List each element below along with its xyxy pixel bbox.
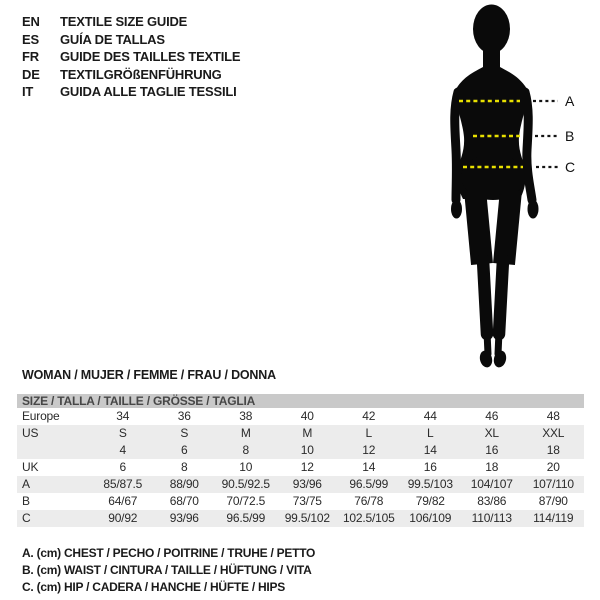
row-label <box>17 442 92 459</box>
marker-label-c: C <box>565 159 576 175</box>
lang-code: IT <box>22 84 34 100</box>
cell: 6 <box>119 460 126 474</box>
cell: 38 <box>239 409 253 423</box>
marker-label-b: B <box>565 128 575 144</box>
legend-chest: A. (cm) CHEST / PECHO / POITRINE / TRUHE / PETTO <box>22 546 316 560</box>
table-row-us-letter <box>17 425 584 442</box>
cell: S <box>180 426 189 440</box>
pointer-lines <box>533 101 558 167</box>
table-row-chest <box>17 476 584 493</box>
cell: 8 <box>242 443 249 457</box>
cell: XL <box>484 426 499 440</box>
marker-labels <box>565 93 575 175</box>
lang-text: TEXTILE SIZE GUIDE <box>60 14 188 29</box>
cell: 96.5/99 <box>226 511 266 525</box>
row-label: US <box>22 426 39 440</box>
woman-silhouette-hands <box>451 200 539 219</box>
row-label: C <box>22 511 31 525</box>
cell: 68/70 <box>169 494 199 508</box>
size-table <box>17 394 584 527</box>
cell: 96.5/99 <box>349 477 389 491</box>
cell: 104/107 <box>470 477 513 491</box>
cell: 99.5/102 <box>284 511 330 525</box>
cell: 114/119 <box>533 511 574 525</box>
cell: L <box>427 426 434 440</box>
cell: M <box>240 426 251 440</box>
table-row-hip <box>17 510 584 527</box>
cell: 48 <box>546 409 560 423</box>
lang-code: ES <box>22 31 39 47</box>
lang-text: GUÍA DE TALLAS <box>60 31 165 47</box>
cell: 4 <box>119 443 126 457</box>
table-header-bar: SIZE / TALLA / TAILLE / GRÖSSE / TAGLIA <box>17 394 584 408</box>
lang-row-es <box>22 31 240 49</box>
cell: 10 <box>300 443 314 457</box>
table-row-waist <box>17 493 584 510</box>
cell: 93/96 <box>292 477 322 491</box>
lang-text: GUIDE DES TAILLES TEXTILE <box>60 49 241 65</box>
legend-waist: B. (cm) WAIST / CINTURA / TAILLE / HÜFTUNG / VITA <box>22 563 312 577</box>
cell: S <box>118 426 127 440</box>
cell: 40 <box>300 409 314 423</box>
cell: 107/110 <box>532 477 574 491</box>
cell: 85/87.5 <box>103 477 143 491</box>
row-label: B <box>22 494 30 508</box>
lang-code: DE <box>22 66 40 82</box>
cell: 16 <box>485 443 499 457</box>
cell: 46 <box>485 409 499 423</box>
lang-row-it <box>22 83 240 101</box>
lang-text: GUIDA ALLE TAGLIE TESSILI <box>60 84 237 100</box>
cell: 70/72.5 <box>226 494 266 508</box>
language-title-block <box>22 13 240 101</box>
cell: 16 <box>423 460 437 474</box>
table-row-uk <box>17 459 584 476</box>
lang-code: FR <box>22 49 39 65</box>
cell: 18 <box>546 443 560 457</box>
cell: 8 <box>181 460 188 474</box>
cell: 76/78 <box>354 494 384 508</box>
marker-label-a: A <box>565 93 575 109</box>
cell: L <box>365 426 372 440</box>
measurement-figure <box>428 0 593 378</box>
cell: 18 <box>485 460 499 474</box>
row-label: A <box>22 477 30 491</box>
cell: 14 <box>362 460 376 474</box>
cell: 99.5/103 <box>407 477 453 491</box>
cell: 90.5/92.5 <box>221 477 270 491</box>
lang-row-de <box>22 66 240 84</box>
cell: 102.5/105 <box>342 511 395 525</box>
cell: 73/75 <box>292 494 322 508</box>
lang-row-fr <box>22 48 240 66</box>
cell: M <box>302 426 313 440</box>
cell: XXL <box>542 426 565 440</box>
measurement-legend <box>22 545 315 596</box>
lang-row-en <box>22 13 240 31</box>
cell: 64/67 <box>108 494 138 508</box>
table-row-us-numeric <box>17 442 584 459</box>
row-label: Europe <box>22 409 60 423</box>
cell: 93/96 <box>169 511 199 525</box>
section-title: WOMAN / MUJER / FEMME / FRAU / DONNA <box>22 368 276 382</box>
cell: 79/82 <box>415 494 445 508</box>
lang-code: EN <box>22 14 40 29</box>
cell: 110/113 <box>471 511 512 525</box>
cell: 88/90 <box>169 477 199 491</box>
cell: 12 <box>300 460 314 474</box>
woman-silhouette-diagram <box>428 0 593 378</box>
cell: 36 <box>177 409 191 423</box>
legend-hip: C. (cm) HIP / CADERA / HANCHE / HÜFTE / HIPS <box>22 580 286 594</box>
lang-text: TEXTILGRÖßENFÜHRUNG <box>60 66 222 82</box>
cell: 6 <box>181 443 188 457</box>
cell: 10 <box>239 460 253 474</box>
cell: 12 <box>362 443 376 457</box>
cell: 14 <box>423 443 437 457</box>
cell: 106/109 <box>409 511 452 525</box>
cell: 87/90 <box>538 494 568 508</box>
cell: 42 <box>362 409 376 423</box>
row-label: UK <box>22 460 39 474</box>
cell: 83/86 <box>477 494 507 508</box>
table-row-europe <box>17 408 584 425</box>
cell: 20 <box>546 460 560 474</box>
cell: 44 <box>423 409 437 423</box>
cell: 90/92 <box>108 511 138 525</box>
cell: 34 <box>116 409 130 423</box>
